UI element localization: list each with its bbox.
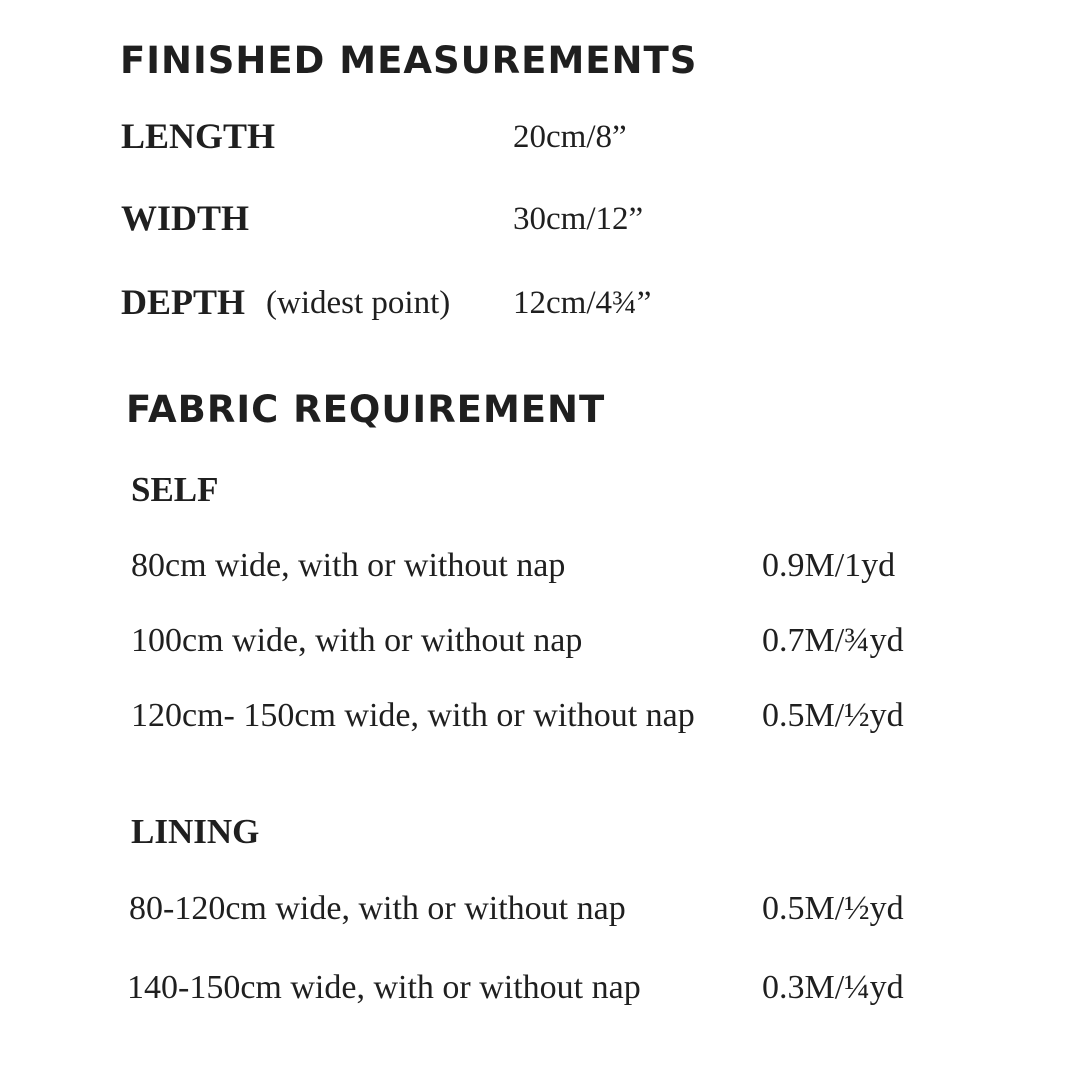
lining-row-desc: 140-150cm wide, with or without nap (127, 969, 641, 1006)
self-heading: SELF (131, 470, 219, 509)
depth-note: (widest point) (266, 285, 451, 321)
lining-heading: LINING (131, 812, 260, 851)
width-value: 30cm/12” (513, 201, 644, 237)
depth-value: 12cm/4¾” (513, 285, 652, 321)
depth-label: DEPTH (121, 282, 246, 322)
self-row-desc: 100cm wide, with or without nap (131, 622, 583, 659)
self-row-desc: 80cm wide, with or without nap (131, 547, 566, 584)
length-value: 20cm/8” (513, 119, 627, 155)
lining-row-desc: 80-120cm wide, with or without nap (129, 890, 626, 927)
self-row-desc: 120cm- 150cm wide, with or without nap (131, 697, 695, 734)
lining-row-amount: 0.3M/¼yd (762, 969, 904, 1006)
fabric-requirement-heading: FABRIC REQUIREMENT (126, 388, 606, 431)
finished-measurements-heading: FINISHED MEASUREMENTS (120, 39, 698, 82)
self-row-amount: 0.9M/1yd (762, 547, 896, 584)
lining-row-amount: 0.5M/½yd (762, 890, 904, 927)
width-label: WIDTH (121, 198, 250, 238)
length-label: LENGTH (121, 116, 276, 156)
self-row-amount: 0.5M/½yd (762, 697, 904, 734)
self-row-amount: 0.7M/¾yd (762, 622, 904, 659)
